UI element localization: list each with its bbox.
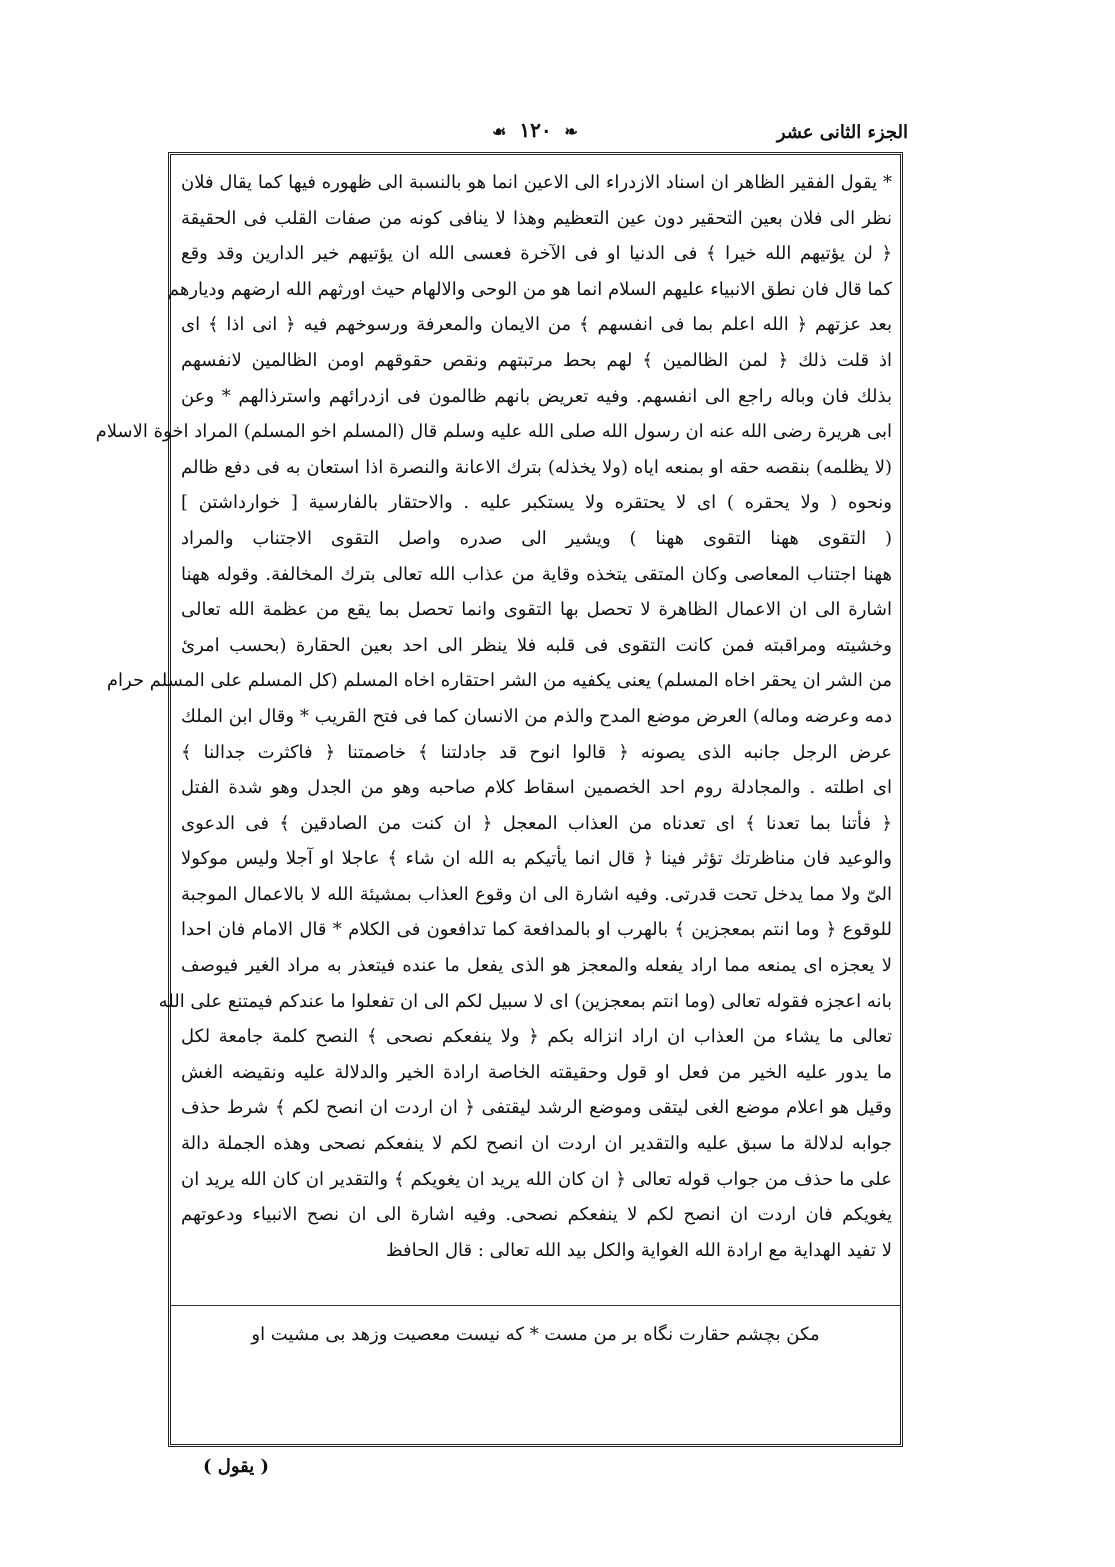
text-line: من الشر ان يحقر اخاه المسلم) يعنى يكفيه من الشر احتقاره اخاه المسلم (كل المسلم على المسلم حرام bbox=[106, 670, 892, 692]
part-title: الجزء الثانى عشر bbox=[776, 122, 908, 143]
text-line: اشارة الى ان الاعمال الظاهرة لا تحصل بها التقوى وانما تحصل بما يقع من عظمة الله تعالى bbox=[181, 599, 892, 621]
page-header bbox=[170, 118, 908, 154]
text-line: ابى هريرة رضى الله عنه ان رسول الله صلى الله عليه وسلم قال (المسلم اخو المسلم) المراد اخوة الاسلام bbox=[95, 421, 892, 443]
text-line: للوقوع ﴿ وما انتم بمعجزين ﴾ بالهرب او بالمدافعة كما تدافعون فى الكلام * قال الامام فان احدا bbox=[181, 919, 892, 941]
ornament-right-icon: ☙ bbox=[492, 122, 507, 141]
text-line: ما يدور عليه الخير من فعل او قول وحقيقته الخاصة ارادة الخير والدلالة عليه ونقيضه الغش bbox=[181, 1061, 892, 1083]
text-line: كما قال فان نطق الانبياء عليهم السلام انما هو من الوحى والالهام حيث اورثهم الله ارضهم وديارهم bbox=[167, 278, 892, 300]
text-line: ههنا اجتناب المعاصى وكان المتقى يتخذه وقاية من عذاب الله تعالى بترك المخالفة. وقوله ههنا bbox=[181, 563, 892, 585]
text-frame bbox=[95, 152, 903, 1447]
text-line: على ما حذف من جواب قوله تعالى ﴿ ان كان الله يريد ان يغويكم ﴾ والتقدير ان كان الله يريد ان bbox=[181, 1168, 892, 1190]
verse-divider bbox=[171, 1305, 900, 1306]
text-line: لا يعجزه اى يمنعه مما اراد يفعله والمعجز هو الذى يفعل ما عنده فيتعذر به مراد الغير فيوصف bbox=[181, 955, 892, 977]
text-line: جوابه لدلالة ما سبق عليه والتقدير ان اردت ان انصح لكم لا ينفعكم نصحى وهذه الجملة دالة bbox=[181, 1133, 892, 1155]
text-line: نظر الى فلان بعين التحقير دون عين التعظيم وهذا لا ينافى كونه من صفات القلب فى الحقيقة bbox=[181, 207, 892, 229]
text-line: والوعيد فان مناظرتك تؤثر فينا ﴿ قال انما يأتيكم به الله ان شاء ﴾ عاجلا او آجلا وليس موكولا bbox=[181, 848, 892, 870]
text-line: ﴿ لن يؤتيهم الله خيرا ﴾ فى الدنيا او فى الآخرة فعسى الله ان يؤتيهم خير الدارين وقد وقع bbox=[181, 243, 892, 265]
text-line: (لا يظلمه) بنقصه حقه او بمنعه اياه (ولا يخذله) بترك الاعانة والنصرة اذا استعان به فى دفع ظالم bbox=[181, 456, 892, 478]
text-line: لا تفيد الهداية مع ارادة الله الغواية والكل بيد الله تعالى : قال الحافظ bbox=[385, 1239, 892, 1261]
text-line: اى اطلته . والمجادلة روم احد الخصمين اسقاط كلام صاحبه وهو من الجدل وهو شدة الفتل bbox=[181, 777, 892, 799]
text-line: عرض الرجل جانبه الذى يصونه ﴿ قالوا انوح قد جادلتنا ﴾ خاصمتنا ﴿ فاكثرت جدالنا ﴾ bbox=[181, 741, 892, 763]
text-line: بانه اعجزه فقوله تعالى (وما انتم بمعجزين) اى لا سبيل لكم الى ان تفعلوا ما عندكم فيمتنع على الله bbox=[158, 990, 892, 1012]
text-line: وقيل هو اعلام موضع الغى ليتقى وموضع الرشد ليقتفى ﴿ ان اردت ان انصح لكم ﴾ شرط حذف bbox=[181, 1097, 892, 1119]
text-line: تعالى ما يشاء من العذاب ان اراد انزاله بكم ﴿ ولا ينفعكم نصحى ﴾ النصح كلمة جامعة لكل bbox=[181, 1026, 892, 1048]
ornament-left-icon: ❧ bbox=[564, 122, 578, 141]
catchword: ( يقول ) bbox=[203, 1456, 270, 1477]
text-line: بذلك فان وباله راجع الى انفسهم. وفيه تعريض بانهم ظالمون فى ازدرائهم واسترذالهم * وعن bbox=[181, 385, 892, 407]
page-number-block bbox=[440, 118, 630, 142]
text-line: الىّ ولا مما يدخل تحت قدرتى. وفيه اشارة الى ان وقوع العذاب بمشيئة الله لا بالاعمال الموجبة bbox=[181, 883, 892, 905]
text-line: اذ قلت ذلك ﴿ لمن الظالمين ﴾ لهم بحط مرتبتهم ونقص حقوقهم اومن الظالمين لانفسهم bbox=[181, 349, 892, 371]
text-line: * يقول الفقير الظاهر ان اسناد الازدراء الى الاعين انما هو بالنسبة الى ظهوره فيها كما يقال فلان bbox=[181, 172, 892, 193]
page-number: ١٢٠ bbox=[519, 118, 552, 142]
text-line: دمه وعرضه وماله) العرض موضع المدح والذم من الانسان كما فى فتح القريب * وقال ابن الملك bbox=[181, 705, 892, 727]
text-line: يغويكم فان اردت ان انصح لكم لا ينفعكم نصحى. وفيه اشارة الى ان نصح الانبياء ودعوتهم bbox=[181, 1204, 892, 1226]
text-line: ( التقوى ههنا التقوى ههنا ) ويشير الى صدره واصل التقوى الاجتناب والمراد bbox=[181, 527, 892, 549]
text-line: ونحوه ( ولا يحقره ) اى لا يحتقره ولا يستكبر عليه . والاحتقار بالفارسية [ خوارداشتن ] bbox=[181, 492, 892, 514]
text-line: ﴿ فأتنا بما تعدنا ﴾ اى تعدناه من العذاب المعجل ﴿ ان كنت من الصادقين ﴾ فى الدعوى bbox=[181, 812, 892, 834]
body-text bbox=[95, 165, 892, 1268]
text-line: وخشيته ومراقبته فمن كانت التقوى فى قلبه فلا ينظر الى احد بعين الحقارة (بحسب امرئ bbox=[181, 634, 892, 656]
poetry-verse: مكن بچشم حقارت نگاه بر من مست * كه نيست معصيت وزهد بى مشيت او bbox=[251, 1324, 820, 1345]
text-line: بعد عزتهم ﴿ الله اعلم بما فى انفسهم ﴾ من الايمان والمعرفة ورسوخهم فيه ﴿ انى اذا ﴾ اى bbox=[181, 314, 892, 336]
